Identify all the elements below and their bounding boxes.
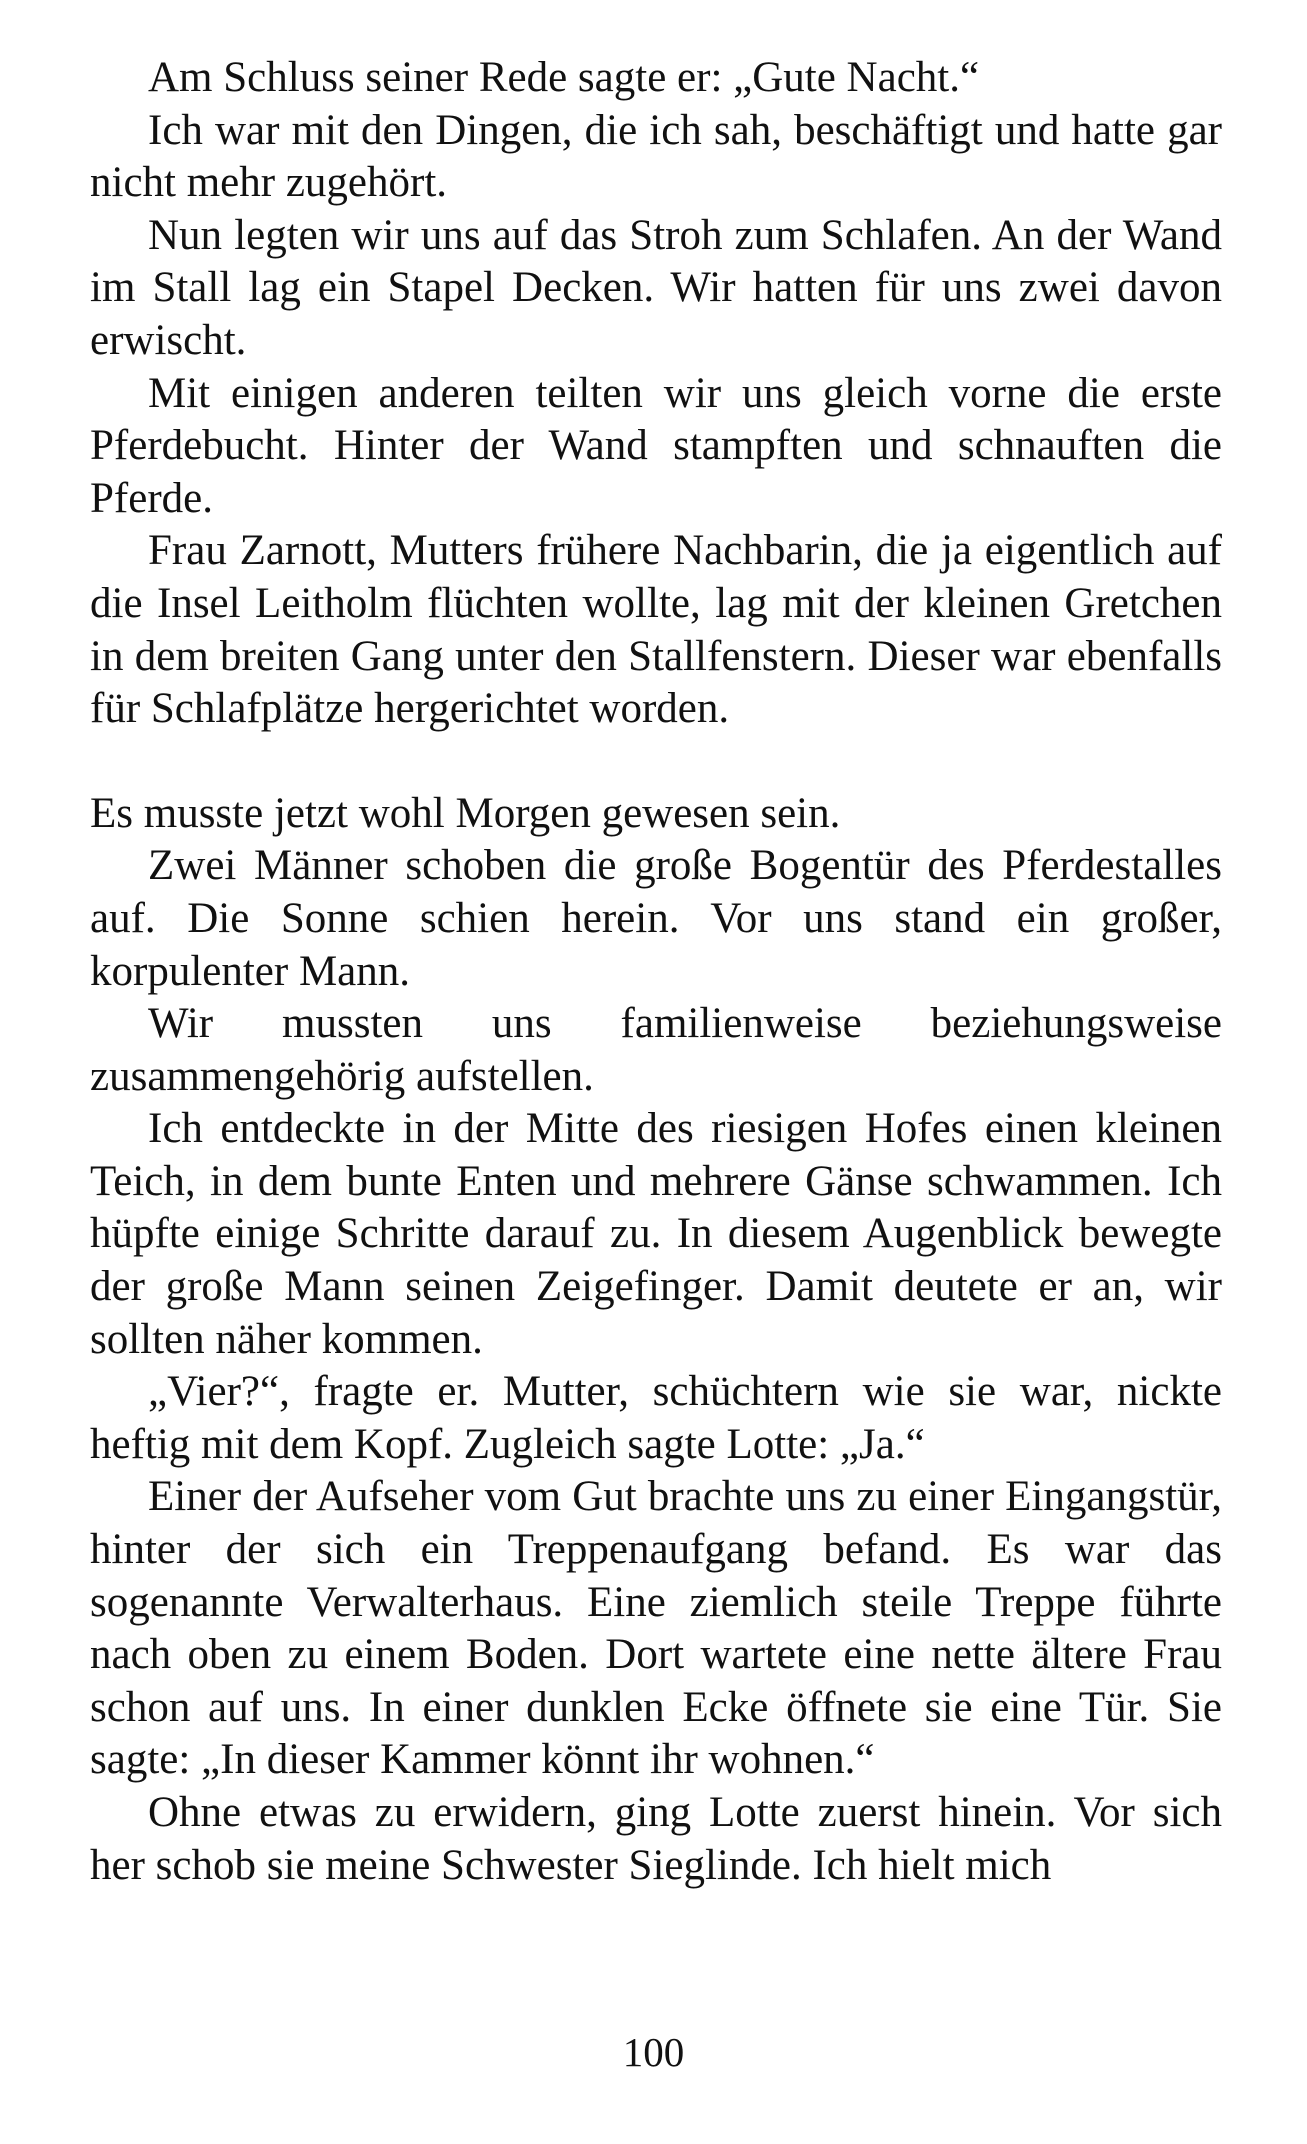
paragraph: Mit einigen anderen teilten wir uns gleich vorne die erste Pferdebucht. Hinter der Wand stampften und schnauften die Pferde.: [90, 369, 1222, 522]
paragraph: Zwei Männer schoben die große Bogentür des Pferdestalles auf. Die Sonne schien herein. Vor uns stand ein großer, korpulenter Mann.: [90, 842, 1222, 995]
paragraph: Wir mussten uns familienweise beziehungsweise zusammengehörig aufstellen.: [90, 1000, 1222, 1100]
paragraph: Ich entdeckte in der Mitte des riesigen Hofes einen kleinen Teich, in dem bunte Enten und mehrere Gänse schwammen. Ich hüpfte einige Schritte darauf zu. In diesem Augenblick bewegte der große Mann seinen Zeigefinger. Damit deutete er an, wir sollten näher kommen.: [90, 1105, 1222, 1363]
paragraph: „Vier?“, fragte er. Mutter, schüchtern wie sie war, nickte heftig mit dem Kopf. Zugleich sagte Lotte: „Ja.“: [90, 1368, 1222, 1468]
section-break: [90, 736, 1222, 788]
paragraph: Am Schluss seiner Rede sagte er: „Gute Nacht.“: [148, 54, 980, 101]
paragraph: Einer der Aufseher vom Gut brachte uns zu einer Eingangstür, hinter der sich ein Treppenaufgang befand. Es war das sogenannte Verwalterhaus. Eine ziemlich steile Treppe führte nach oben zu einem Boden. Dort wartete eine nette ältere Frau schon auf uns. In einer dunklen Ecke öffnete sie eine Tür. Sie sagte: „In dieser Kammer könnt ihr wohnen.“: [90, 1473, 1222, 1784]
page-number: 100: [622, 2029, 685, 2075]
paragraph: Frau Zarnott, Mutters frühere Nachbarin, die ja eigentlich auf die Insel Leitholm flüchten wollte, lag mit der kleinen Gretchen in dem breiten Gang unter den Stallfenstern. Dieser war ebenfalls für Schlafplätze hergerichtet worden.: [90, 527, 1222, 733]
paragraph: Ohne etwas zu erwidern, ging Lotte zuerst hinein. Vor sich her schob sie meine Schwester Sieglinde. Ich hielt mich: [90, 1789, 1222, 1889]
page-body: [90, 52, 1222, 1892]
paragraph: Es musste jetzt wohl Morgen gewesen sein.: [90, 789, 841, 837]
paragraph: Nun legten wir uns auf das Stroh zum Schlafen. An der Wand im Stall lag ein Stapel Decken. Wir hatten für uns zwei davon erwischt.: [90, 211, 1222, 364]
paragraph: Ich war mit den Dingen, die ich sah, beschäftigt und hatte gar nicht mehr zugehört.: [90, 106, 1222, 207]
